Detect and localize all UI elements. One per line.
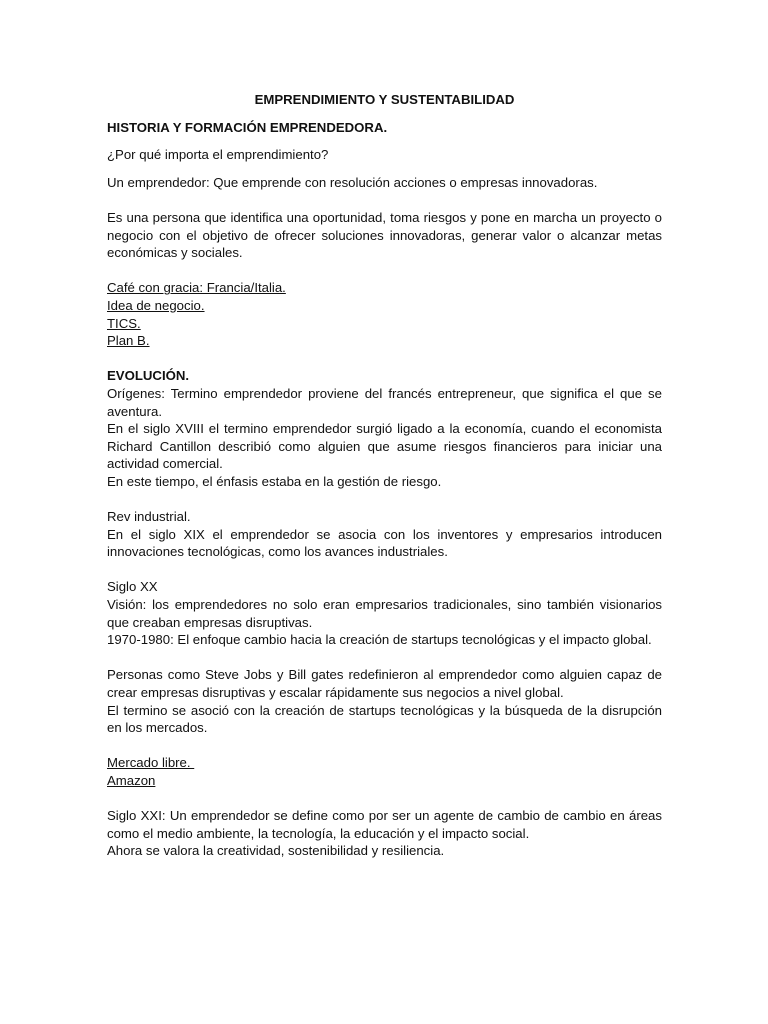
question-text: ¿Por qué importa el emprendimiento? [107, 147, 329, 163]
siglo-xx-section [107, 578, 662, 648]
section-heading-historia: HISTORIA Y FORMACIÓN EMPRENDEDORA. [107, 119, 388, 135]
link-idea-de-negocio[interactable]: Idea de negocio. [107, 297, 205, 313]
seventies-paragraph: 1970-1980: El enfoque cambio hacia la creación de startups tecnológicas y el impacto global. [107, 632, 652, 648]
siglo-xxi-section [107, 807, 662, 860]
vision-paragraph: Visión: los emprendedores no solo eran empresarios tradicionales, sino también visionarios que creaban empresas disruptivas. [107, 597, 662, 630]
associated-paragraph: El termino se asoció con la creación de startups tecnológicas y la búsqueda de la disrupción en los mercados. [107, 702, 662, 736]
origins-paragraph: Orígenes: Termino emprendedor proviene del francés entrepreneur, que significa el que se aventura. [107, 385, 662, 419]
siglo-xx-title: Siglo XX [107, 579, 158, 595]
definition-text: Un emprendedor: Que emprende con resolución acciones o empresas innovadoras. [107, 174, 598, 190]
siglo-xix-paragraph: En el siglo XIX el emprendedor se asocia con los inventores y empresarios introducen innovaciones tecnológicas, como los avances industriales. [107, 526, 662, 560]
people-paragraph: Personas como Steve Jobs y Bill gates redefinieron al emprendedor como alguien capaz de crear empresas disruptivas y escalar rápidamente sus negocios a nivel global. [107, 667, 662, 700]
document-title: EMPRENDIMIENTO Y SUSTENTABILIDAD [254, 92, 515, 107]
emphasis-paragraph: En este tiempo, el énfasis estaba en la gestión de riesgo. [107, 473, 442, 489]
link-plan-b[interactable]: Plan B. [107, 333, 150, 349]
siglo-xxi-paragraph: Siglo XXI: Un emprendedor se define como por ser un agente de cambio de cambio en áreas como el medio ambiente, la tecnología, la educación y el impacto social. [107, 808, 662, 841]
link-mercado-libre[interactable]: Mercado libre. [107, 755, 195, 771]
company-links-list [107, 754, 662, 789]
description-paragraph: Es una persona que identifica una oportunidad, toma riesgos y pone en marcha un proyecto o negocio con el objetivo de ofrecer soluciones innovadoras, generar valor o alcanzar metas económicas y sociales. [107, 209, 662, 261]
industrial-revolution-section [107, 508, 662, 561]
link-cafe-con-gracia[interactable]: Café con gracia: Francia/Italia. [107, 280, 286, 296]
people-section [107, 666, 662, 736]
link-tics[interactable]: TICS. [107, 315, 141, 331]
evolution-section [107, 367, 662, 490]
topic-links-list [107, 279, 662, 349]
link-amazon[interactable]: Amazon [107, 772, 156, 788]
siglo-xviii-paragraph: En el siglo XVIII el termino emprendedor surgió ligado a la economía, cuando el economista Richard Cantillon describió como alguien que asume riesgos financieros para iniciar una actividad comercial. [107, 421, 662, 472]
rev-industrial-title: Rev industrial. [107, 509, 191, 525]
evolution-heading: EVOLUCIÓN. [107, 368, 190, 384]
values-paragraph: Ahora se valora la creatividad, sostenibilidad y resiliencia. [107, 843, 445, 859]
